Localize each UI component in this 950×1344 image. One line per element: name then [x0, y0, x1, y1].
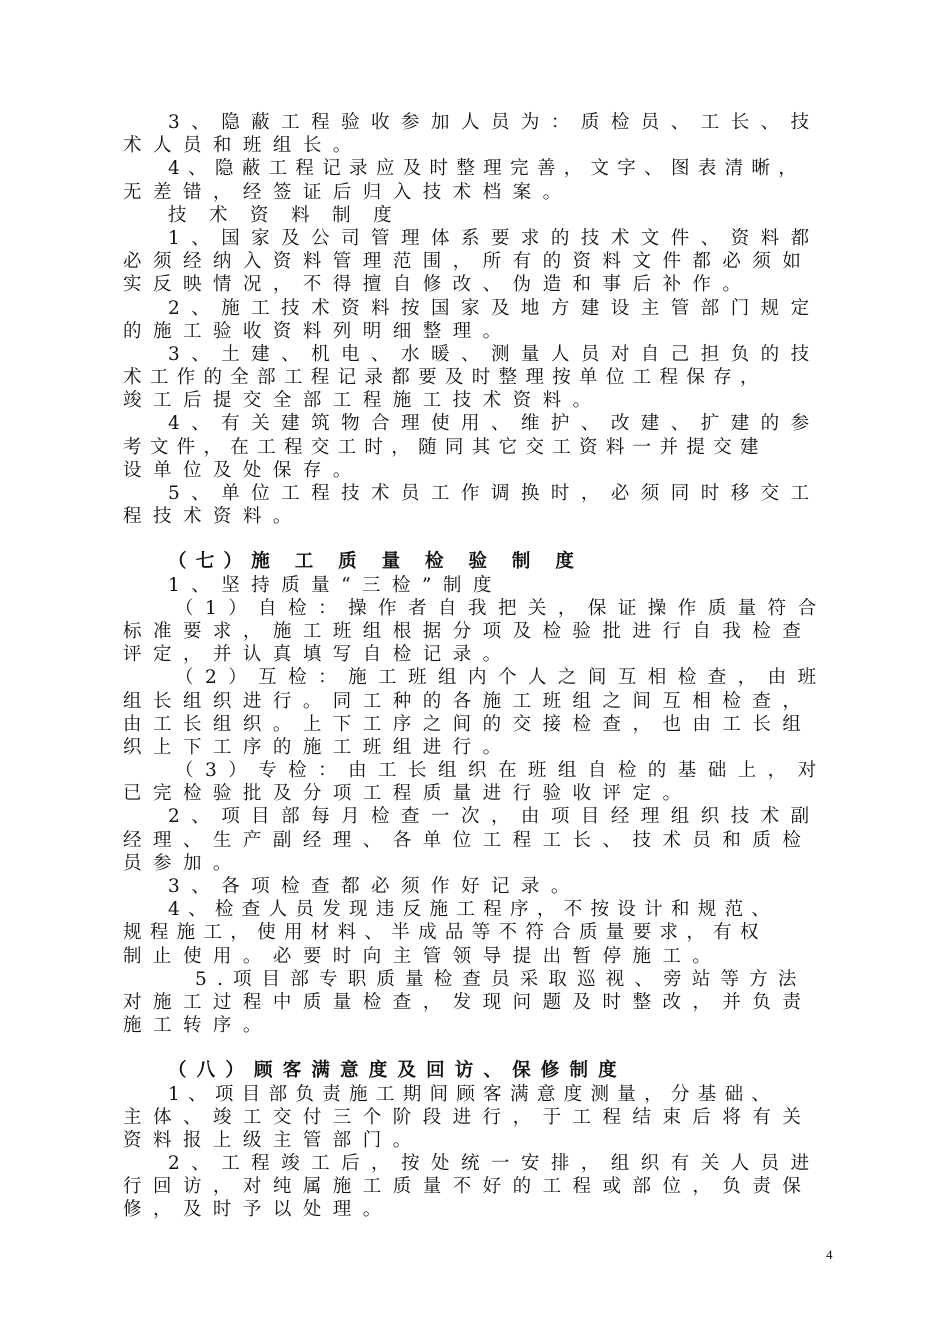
paragraph-line: 评定，并认真填写自检记录。 — [123, 644, 513, 666]
paragraph-line: （1）自检：操作者自我把关，保证操作质量符合 — [175, 597, 828, 619]
paragraph-line: 2、施工技术资料按国家及地方建设主管部门规定 — [168, 297, 821, 319]
paragraph-line: 行回访，对纯属施工质量不好的工程或部位，负责保 — [123, 1176, 813, 1198]
paragraph-line: 由工长组织。上下工序之间的交接检查，也由工长组 — [123, 713, 813, 735]
paragraph-line: 员参加。 — [123, 852, 243, 874]
paragraph-line: 的施工验收资料列明细整理。 — [123, 320, 513, 342]
paragraph-line: 制止使用。必要时向主管领导提出暂停施工。 — [123, 945, 723, 967]
paragraph-line: （3）专检：由工长组织在班组自检的基础上，对 — [175, 760, 828, 782]
paragraph-line: 术工作的全部工程记录都要及时整理按单位工程保存， — [123, 367, 767, 389]
paragraph-line: 3、土建、机电、水暖、测量人员对自己担负的技 — [168, 343, 821, 365]
paragraph-line: 实反映情况，不得擅自修改、伪造和事后补作。 — [123, 274, 753, 296]
paragraph-line: 织上下工序的施工班组进行。 — [123, 736, 513, 758]
page-content — [123, 111, 835, 1222]
paragraph-line: 5、单位工程技术员工作调换时，必须同时移交工 — [168, 483, 821, 504]
paragraph-line: 组长组织进行。同工种的各施工班组之间互相检查， — [123, 690, 813, 712]
paragraph-line: 3、各项检查都必须作好记录。 — [168, 876, 581, 897]
paragraph-line: 竣工后提交全部工程施工技术资料。 — [123, 390, 603, 412]
paragraph-line: 资料报上级主管部门。 — [123, 1129, 423, 1151]
paragraph-line: 术人员和班组长。 — [123, 135, 363, 157]
paragraph-line: 标准要求，施工班组根据分项及检验批进行自我检查 — [123, 620, 813, 642]
paragraph-line: 1、国家及公司管理体系要求的技术文件、资料都 — [168, 227, 821, 249]
paragraph-line: 修，及时予以处理。 — [123, 1199, 393, 1221]
paragraph-line: 施工转序。 — [123, 1015, 273, 1037]
paragraph-line: 经理、生产副经理、各单位工程工长、技术员和质检 — [123, 829, 813, 851]
paragraph-line: 已完检验批及分项工程质量进行验收评定。 — [123, 783, 693, 805]
paragraph-line: （2）互检：施工班组内个人之间互相检查，由班 — [175, 667, 828, 689]
paragraph-line: 对施工过程中质量检查，发现问题及时整改，并负责 — [123, 991, 813, 1013]
paragraph-line: 必须经纳入资料管理范围，所有的资料文件都必须如 — [123, 251, 813, 273]
paragraph-line: 主体、竣工交付三个阶段进行，于工程结束后将有关 — [123, 1106, 813, 1128]
section-heading-quality-inspection: （七）施 工 质 量 检 验 制 度 — [168, 551, 584, 573]
paragraph-line: 1、项目部负责施工期间顾客满意度测量，分基础、 — [168, 1083, 779, 1105]
paragraph-line: 4、隐蔽工程记录应及时整理完善，文字、图表清晰， — [168, 158, 806, 180]
paragraph-line: 无差错，经签证后归入技术档案。 — [123, 181, 573, 203]
paragraph-line: 4、检查人员发现违反施工程序，不按设计和规范、 — [168, 899, 779, 921]
paragraph-line: 程技术资料。 — [123, 506, 303, 528]
section-heading-customer-satisfaction: （八）顾客满意度及回访、保修制度 — [168, 1060, 627, 1082]
paragraph-line: 考文件，在工程交工时，随同其它交工资料一并提交建 — [123, 436, 767, 458]
paragraph-line: 4、有关建筑物合理使用、维护、改建、扩建的参 — [168, 413, 821, 435]
paragraph-line: 规程施工，使用材料、半成品等不符合质量要求，有权 — [123, 922, 767, 944]
paragraph-line: 3、隐蔽工程验收参加人员为：质检员、工长、技 — [168, 112, 821, 133]
paragraph-line: 设单位及处保存。 — [123, 459, 363, 481]
paragraph-line: 2、工程竣工后，按处统一安排，组织有关人员进 — [168, 1153, 821, 1175]
paragraph-line: 1、坚持质量“三检”制度 — [168, 574, 503, 596]
section-heading-tech-docs: 技 术 资 料 制 度 — [168, 204, 400, 226]
page-number: 4 — [826, 1247, 833, 1262]
paragraph-line: 5.项目部专职质量检查员采取巡视、旁站等方法 — [195, 968, 807, 990]
paragraph-line: 2、项目部每月检查一次，由项目经理组织技术副 — [168, 806, 821, 828]
